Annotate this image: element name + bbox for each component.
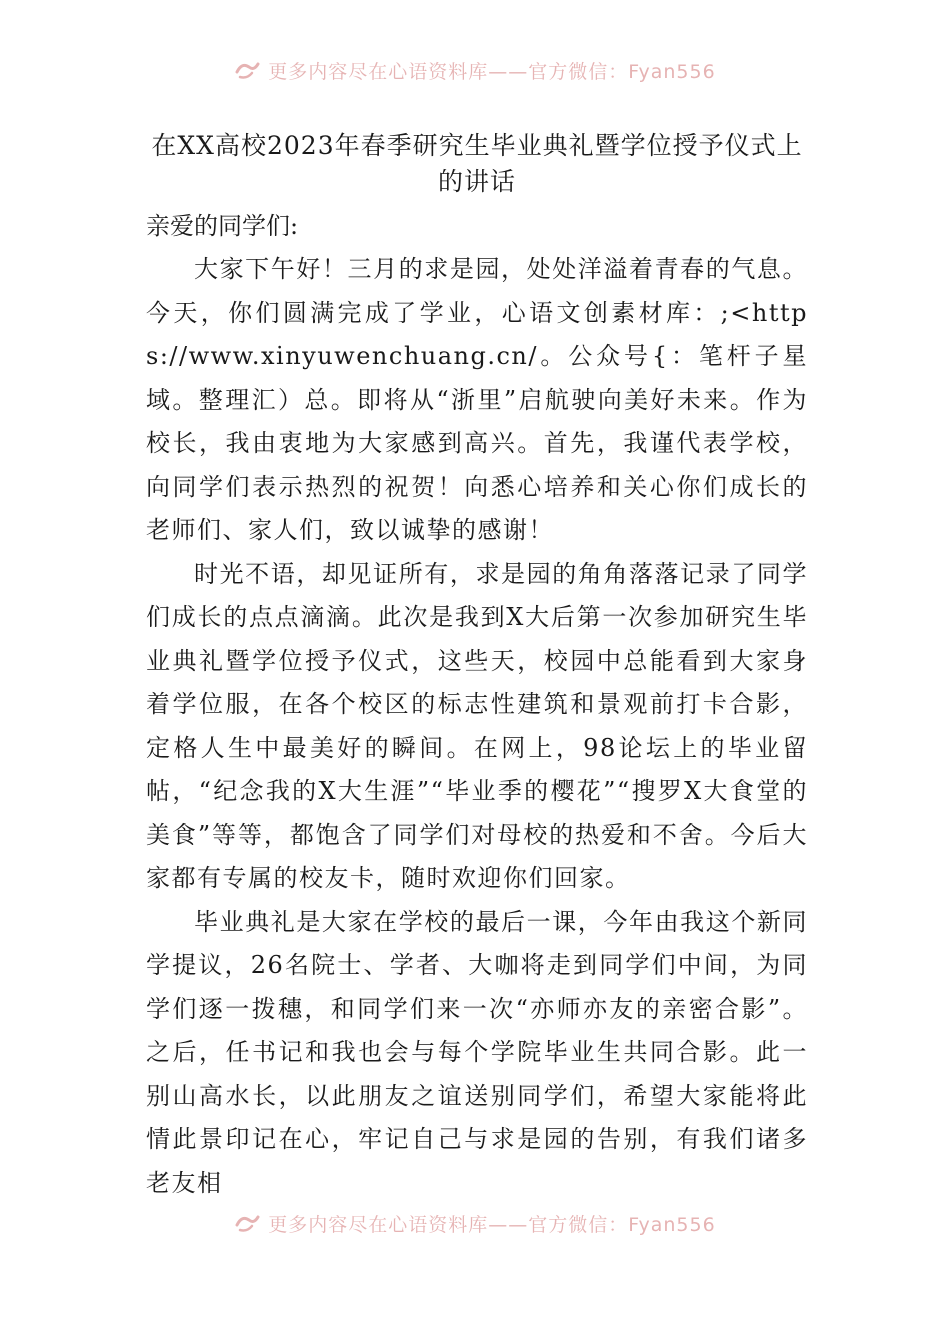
- salutation: 亲爱的同学们:: [146, 212, 299, 240]
- document-title: 在XX高校2023年春季研究生毕业典礼暨学位授予仪式上的讲话: [151, 131, 803, 196]
- footer-watermark: [0, 1208, 950, 1238]
- document-body: [146, 128, 808, 1205]
- paragraph-2: 时光不语，却见证所有，求是园的角角落落记录了同学们成长的点点滴滴。此次是我到X大后第一次参加研究生毕业典礼暨学位授予仪式，这些天，校园中总能看到大家身着学位服，在各个校区的标志性建筑和景观前打卡合影，定格人生中最美好的瞬间。在网上，98论坛上的毕业留帖，“纪念我的X大生涯”“毕业季的樱花”“搜罗X大食堂的美食”等等，都饱含了同学们对母校的热爱和不舍。今后大家都有专属的校友卡，随时欢迎你们回家。: [146, 559, 808, 892]
- watermark-text: 更多内容尽在心语资料库——官方微信：Fyan556: [268, 1213, 716, 1236]
- logo-icon: [234, 1212, 262, 1234]
- paragraph-3: 毕业典礼是大家在学校的最后一课，今年由我这个新同学提议，26名院士、学者、大咖将走到同学们中间，为同学们逐一拨穗，和同学们来一次“亦师亦友的亲密合影”。之后，任书记和我也会与每个学院毕业生共同合影。此一别山高水长，以此朋友之谊送别同学们，希望大家能将此情此景印记在心，牢记自己与求是园的告别，有我们诸多老友相: [146, 907, 808, 1197]
- watermark-text: 更多内容尽在心语资料库——官方微信：Fyan556: [268, 60, 716, 83]
- paragraph-1: 大家下午好！三月的求是园，处处洋溢着青春的气息。今天，你们圆满完成了学业，心语文创素材库：;<https://www.xinyuwenchuang.cn/。公众号{：笔杆子星域。整理汇）总。即将从“浙里”启航驶向美好未来。作为校长，我由衷地为大家感到高兴。首先，我谨代表学校，向同学们表示热烈的祝贺！向悉心培养和关心你们成长的老师们、家人们，致以诚挚的感谢！: [146, 255, 808, 544]
- logo-icon: [234, 59, 262, 81]
- header-watermark: [0, 55, 950, 85]
